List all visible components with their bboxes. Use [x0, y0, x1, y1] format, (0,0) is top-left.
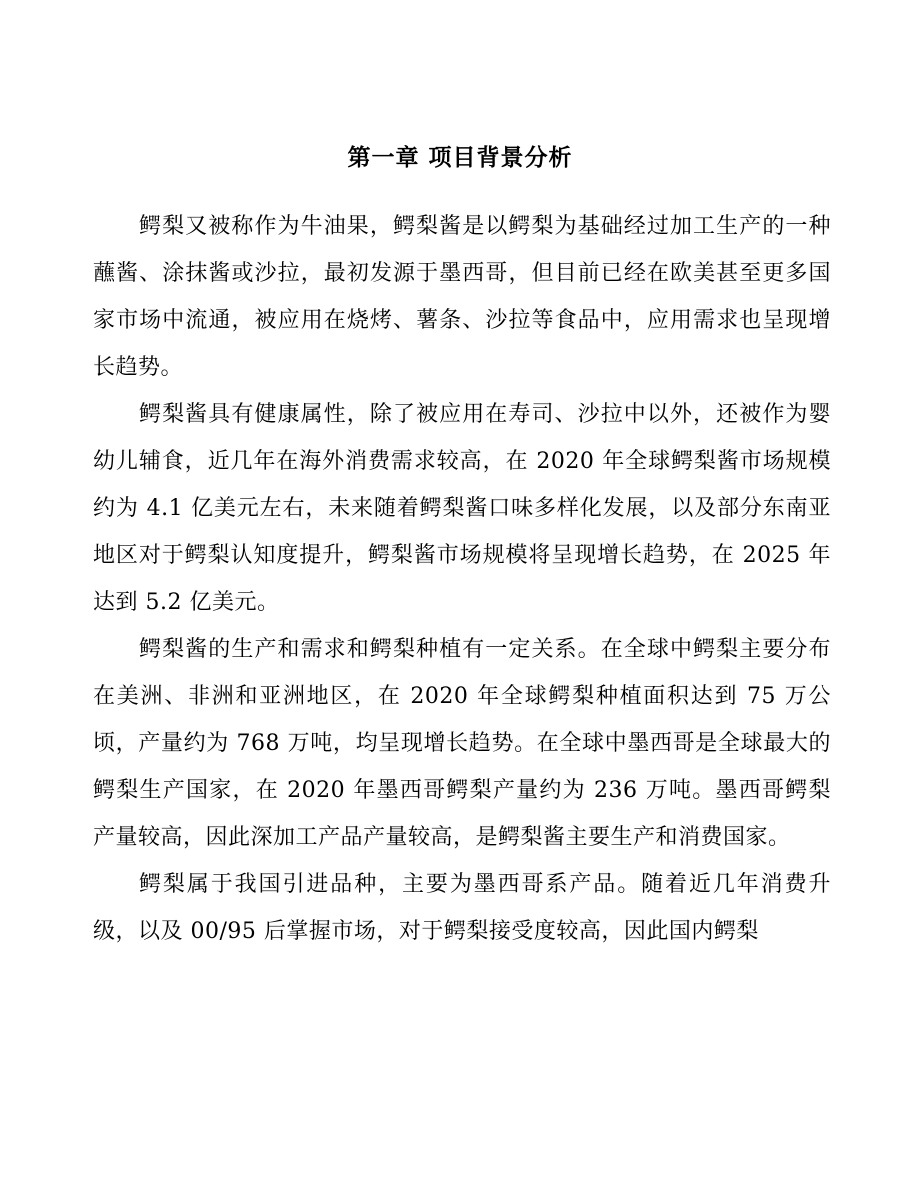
paragraph: 鳄梨又被称作为牛油果，鳄梨酱是以鳄梨为基础经过加工生产的一种蘸酱、涂抹酱或沙拉，最初发源于墨西哥，但目前已经在欧美甚至更多国家市场中流通，被应用在烧烤、薯条、沙拉等食品中，应用需求也呈现增长趋势。 [93, 214, 831, 380]
paragraph: 鳄梨酱具有健康属性，除了被应用在寿司、沙拉中以外，还被作为婴幼儿辅食，近几年在海外消费需求较高，在 2020 年全球鳄梨酱市场规模约为 4.1 亿美元左右，未来随着鳄梨酱口味多样化发展，以及部分东南亚地区对于鳄梨认知度提升，鳄梨酱市场规模将呈现增长趋势，在 2025 年达到 5.2 亿美元。 [93, 402, 831, 615]
paragraph: 鳄梨属于我国引进品种，主要为墨西哥系产品。随着近几年消费升级，以及 00/95 后掌握市场，对于鳄梨接受度较高，因此国内鳄梨 [93, 872, 831, 944]
chapter-title: 第一章 项目背景分析 [347, 145, 573, 171]
paragraph: 鳄梨酱的生产和需求和鳄梨种植有一定关系。在全球中鳄梨主要分布在美洲、非洲和亚洲地区，在 2020 年全球鳄梨种植面积达到 75 万公顷，产量约为 768 万吨，均呈现增长趋势。在全球中墨西哥是全球最大的鳄梨生产国家，在 2020 年墨西哥鳄梨产量约为 236 万吨。墨西哥鳄梨产量较高，因此深加工产品产量较高，是鳄梨酱主要生产和消费国家。 [93, 637, 831, 850]
body-text [93, 203, 831, 955]
